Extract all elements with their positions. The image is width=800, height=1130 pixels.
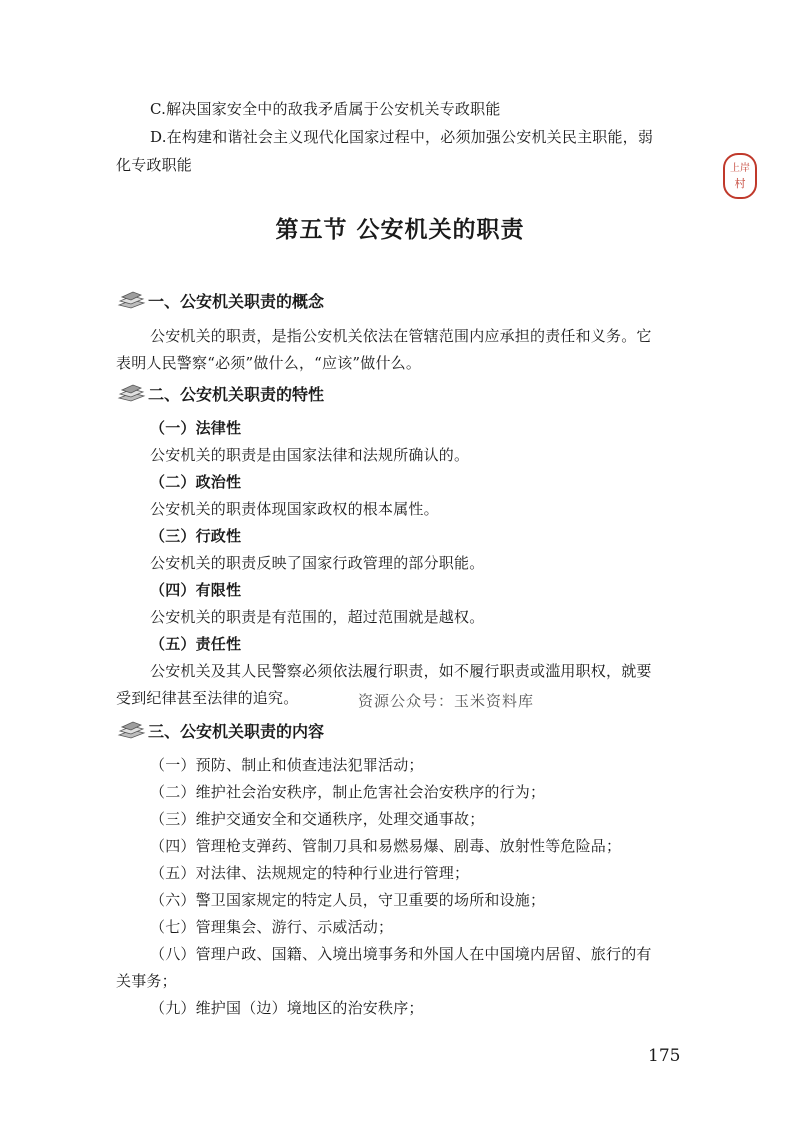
duty-item-continuation: 关事务； <box>116 972 177 990</box>
heading-concept <box>116 288 324 312</box>
duty-item: （三）维护交通安全和交通秩序，处理交通事故； <box>150 810 485 828</box>
heading-traits <box>116 381 324 405</box>
concept-paragraph-line: 公安机关的职责，是指公安机关依法在管辖范围内应承担的责任和义务。它 <box>150 327 652 345</box>
seal-logo-icon <box>722 152 758 200</box>
duty-item: （八）管理户政、国籍、入境出境事务和外国人在中国境内居留、旅行的有 <box>150 945 652 963</box>
svg-text:上岸: 上岸 <box>730 163 750 174</box>
book-stack-icon <box>116 290 146 310</box>
trait-title: （三）行政性 <box>150 527 242 545</box>
concept-paragraph-line: 表明人民警察“必须”做什么，“应该”做什么。 <box>116 354 422 372</box>
book-stack-icon <box>116 720 146 740</box>
duty-item: （一）预防、制止和侦查违法犯罪活动； <box>150 756 424 774</box>
trait-title: （四）有限性 <box>150 581 242 599</box>
svg-text:村: 村 <box>734 177 746 190</box>
option-d-continuation: 化专政职能 <box>116 156 193 174</box>
trait-text-continuation: 受到纪律甚至法律的追究。 <box>116 689 299 707</box>
trait-title: （二）政治性 <box>150 473 242 491</box>
heading-duties <box>116 718 324 742</box>
heading-duties-text: 三、公安机关职责的内容 <box>148 721 325 741</box>
duty-item: （九）维护国（边）境地区的治安秩序； <box>150 999 424 1017</box>
trait-title: （五）责任性 <box>150 635 242 653</box>
watermark-text: 资源公众号：玉米资料库 <box>358 692 535 710</box>
trait-text: 公安机关及其人民警察必须依法履行职责，如不履行职责或滥用职权，就要 <box>150 662 652 680</box>
duty-item: （六）警卫国家规定的特定人员，守卫重要的场所和设施； <box>150 891 546 909</box>
trait-text: 公安机关的职责是有范围的，超过范围就是越权。 <box>150 608 485 626</box>
option-c-text: C.解决国家安全中的敌我矛盾属于公安机关专政职能 <box>150 100 501 118</box>
page-number: 175 <box>648 1046 681 1066</box>
duty-item: （五）对法律、法规规定的特种行业进行管理； <box>150 864 470 882</box>
option-d-text: D.在构建和谐社会主义现代化国家过程中，必须加强公安机关民主职能，弱 <box>150 128 654 146</box>
trait-text: 公安机关的职责反映了国家行政管理的部分职能。 <box>150 554 485 572</box>
trait-text: 公安机关的职责是由国家法律和法规所确认的。 <box>150 446 470 464</box>
heading-traits-text: 二、公安机关职责的特性 <box>148 384 325 404</box>
duty-item: （二）维护社会治安秩序，制止危害社会治安秩序的行为； <box>150 783 546 801</box>
duty-item: （七）管理集会、游行、示威活动； <box>150 918 394 936</box>
book-stack-icon <box>116 383 146 403</box>
trait-text: 公安机关的职责体现国家政权的根本属性。 <box>150 500 439 518</box>
section-title: 第五节 公安机关的职责 <box>275 216 525 243</box>
duty-item: （四）管理枪支弹药、管制刀具和易燃易爆、剧毒、放射性等危险品； <box>150 837 622 855</box>
heading-concept-text: 一、公安机关职责的概念 <box>148 291 325 311</box>
trait-title: （一）法律性 <box>150 419 242 437</box>
